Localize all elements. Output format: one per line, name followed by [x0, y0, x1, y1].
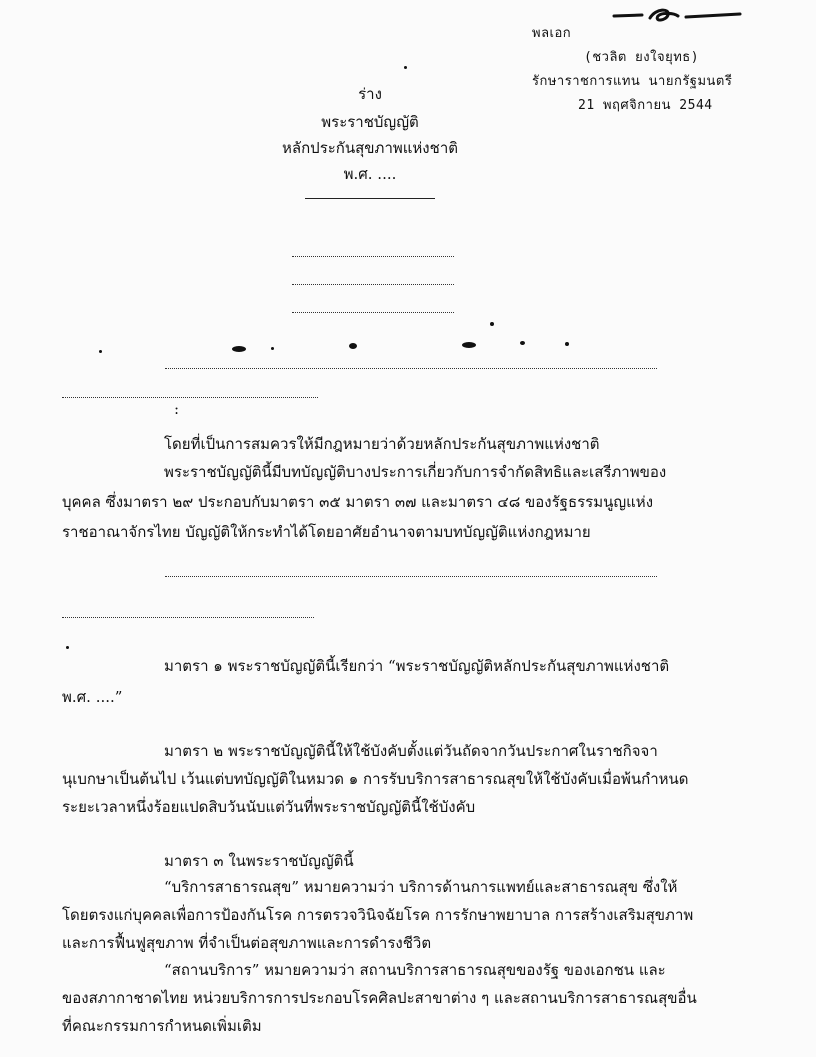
signer-position: รักษาราชการแทน นายกรัฐมนตรี: [532, 74, 733, 89]
blank-line: [292, 284, 454, 285]
blank-line: [62, 617, 314, 618]
section-3-heading: มาตรา ๓ ในพระราชบัญญัตินี้: [164, 852, 354, 870]
blank-line: [165, 368, 657, 369]
blank-line: [292, 256, 454, 257]
blank-line: [292, 312, 454, 313]
section-3-line: “บริการสาธารณสุข” หมายความว่า บริการด้านการแพทย์และสาธารณสุข ซึ่งให้: [164, 878, 678, 896]
act-title: หลักประกันสุขภาพแห่งชาติ: [282, 139, 458, 157]
signer-name: (ชวลิต ยงใจยุทธ): [584, 50, 700, 65]
blank-line: [165, 576, 657, 577]
draft-label: ร่าง: [358, 85, 382, 103]
preamble-line: ราชอาณาจักรไทย บัญญัติให้กระทำได้โดยอาศัยอำนาจตามบทบัญญัติแห่งกฎหมาย: [62, 523, 591, 541]
preamble-line: บุคคล ซึ่งมาตรา ๒๙ ประกอบกับมาตรา ๓๕ มาตรา ๓๗ และมาตรา ๔๘ ของรัฐธรรมนูญแห่ง: [62, 493, 654, 511]
section-1-line: พ.ศ. ....”: [62, 688, 123, 706]
scan-speck: [520, 341, 525, 345]
scan-speck: [66, 646, 69, 649]
scan-speck: [99, 350, 102, 353]
act-year: พ.ศ. ....: [343, 165, 397, 183]
signature-mark: [612, 4, 742, 26]
scan-speck: [232, 346, 246, 352]
title-underline: [305, 198, 435, 199]
scan-speck: [565, 342, 569, 346]
scan-speck: [462, 342, 476, 348]
signer-rank: พลเอก: [532, 26, 572, 41]
scan-speck: [271, 347, 274, 350]
blank-line: [62, 397, 318, 398]
section-3-line: “สถานบริการ” หมายความว่า สถานบริการสาธารณสุขของรัฐ ของเอกชน และ: [164, 961, 666, 979]
enactment-colon: :: [174, 400, 180, 418]
section-2-line: มาตรา ๒ พระราชบัญญัตินี้ให้ใช้บังคับตั้งแต่วันถัดจากวันประกาศในราชกิจจา: [164, 742, 658, 760]
scan-speck: [404, 66, 407, 69]
act-type: พระราชบัญญัติ: [321, 113, 419, 131]
section-1-line: มาตรา ๑ พระราชบัญญัตินี้เรียกว่า “พระราชบัญญัติหลักประกันสุขภาพแห่งชาติ: [164, 657, 670, 675]
scan-speck: [490, 322, 494, 326]
section-3-line: ที่คณะกรรมการกำหนดเพิ่มเติม: [62, 1017, 262, 1035]
preamble-line: พระราชบัญญัตินี้มีบทบัญญัติบางประการเกี่ยวกับการจำกัดสิทธิและเสรีภาพของ: [164, 463, 667, 481]
section-3-line: โดยตรงแก่บุคคลเพื่อการป้องกันโรค การตรวจวินิจฉัยโรค การรักษาพยาบาล การสร้างเสริมสุขภาพ: [62, 906, 694, 924]
section-2-line: นุเบกษาเป็นต้นไป เว้นแต่บทบัญญัติในหมวด ๑ การรับบริการสาธารณสุขให้ใช้บังคับเมื่อพ้นกำหนด: [62, 770, 689, 788]
preamble-line: โดยที่เป็นการสมควรให้มีกฎหมายว่าด้วยหลักประกันสุขภาพแห่งชาติ: [164, 435, 600, 453]
section-3-line: และการฟื้นฟูสุขภาพ ที่จำเป็นต่อสุขภาพและการดำรงชีวิต: [62, 934, 432, 952]
signature-date: 21 พฤศจิกายน 2544: [578, 98, 713, 113]
scan-speck: [349, 343, 357, 349]
section-3-line: ของสภากาชาดไทย หน่วยบริการการประกอบโรคศิลปะสาขาต่าง ๆ และสถานบริการสาธารณสุขอื่น: [62, 989, 697, 1007]
section-2-line: ระยะเวลาหนึ่งร้อยแปดสิบวันนับแต่วันที่พระราชบัญญัตินี้ใช้บังคับ: [62, 798, 476, 816]
